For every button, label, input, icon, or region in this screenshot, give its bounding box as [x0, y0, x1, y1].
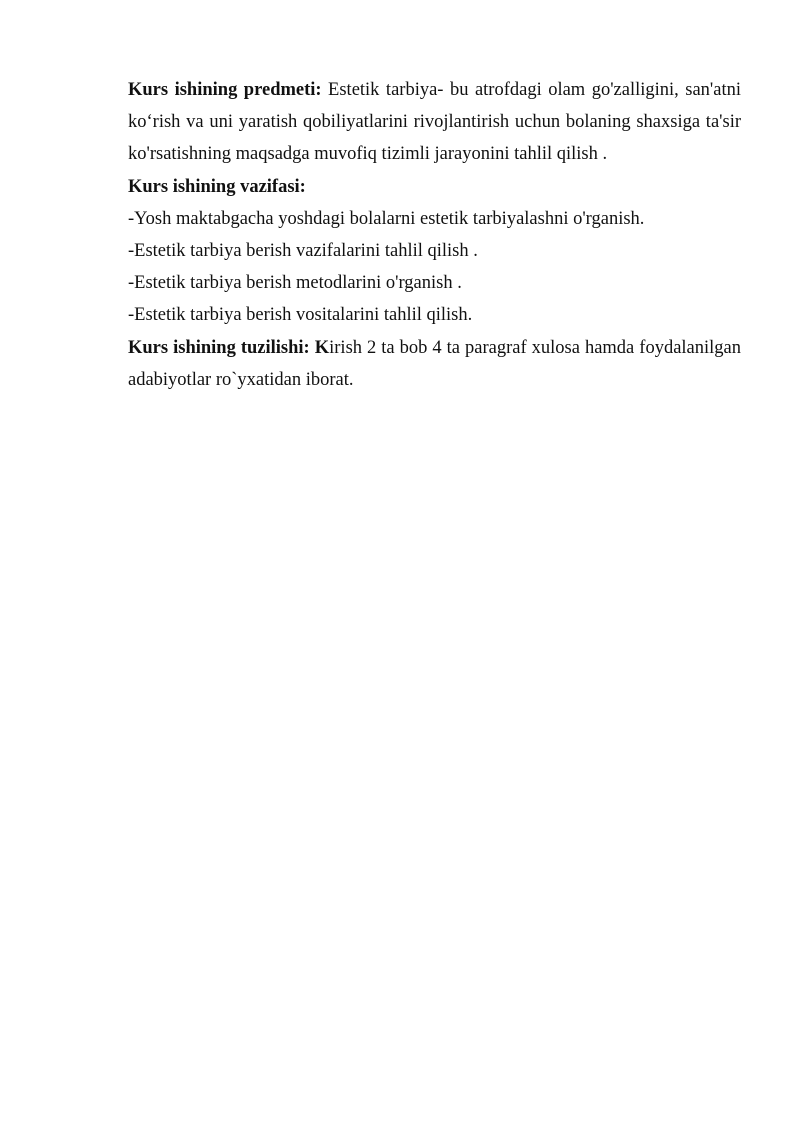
structure-paragraph — [128, 332, 741, 396]
task-item: -Estetik tarbiya berish metodlarini o'rganish . — [128, 273, 462, 294]
tasks-heading: Kurs ishining vazifasi: — [128, 176, 306, 197]
task-item: -Estetik tarbiya berish vositalarini tahlil qilish. — [128, 305, 473, 326]
structure-text: irish 2 ta bob 4 ta paragraf xulosa hamda foydalanilgan adabiyotlar ro`yxatidan iborat. — [128, 337, 741, 390]
subject-text: Estetik tarbiya- bu atrofdagi olam go'zalligini, san'atni ko‘rish va uni yaratish qobiliyatlarini rivojlantirish uchun bolaning shaxsiga ta'sir ko'rsatishning maqsadga muvofiq tizimli jarayonini tahlil qilish . — [128, 80, 741, 165]
subject-label: Kurs ishining predmeti: — [128, 80, 322, 100]
structure-label: Kurs ishining tuzilishi: K — [128, 337, 330, 358]
task-item: -Yosh maktabgacha yoshdagi bolalarni estetik tarbiyalashni o'rganish. — [128, 208, 645, 229]
document-page — [128, 74, 741, 396]
subject-paragraph — [128, 74, 741, 171]
task-item: -Estetik tarbiya berish vazifalarini tahlil qilish . — [128, 241, 478, 262]
